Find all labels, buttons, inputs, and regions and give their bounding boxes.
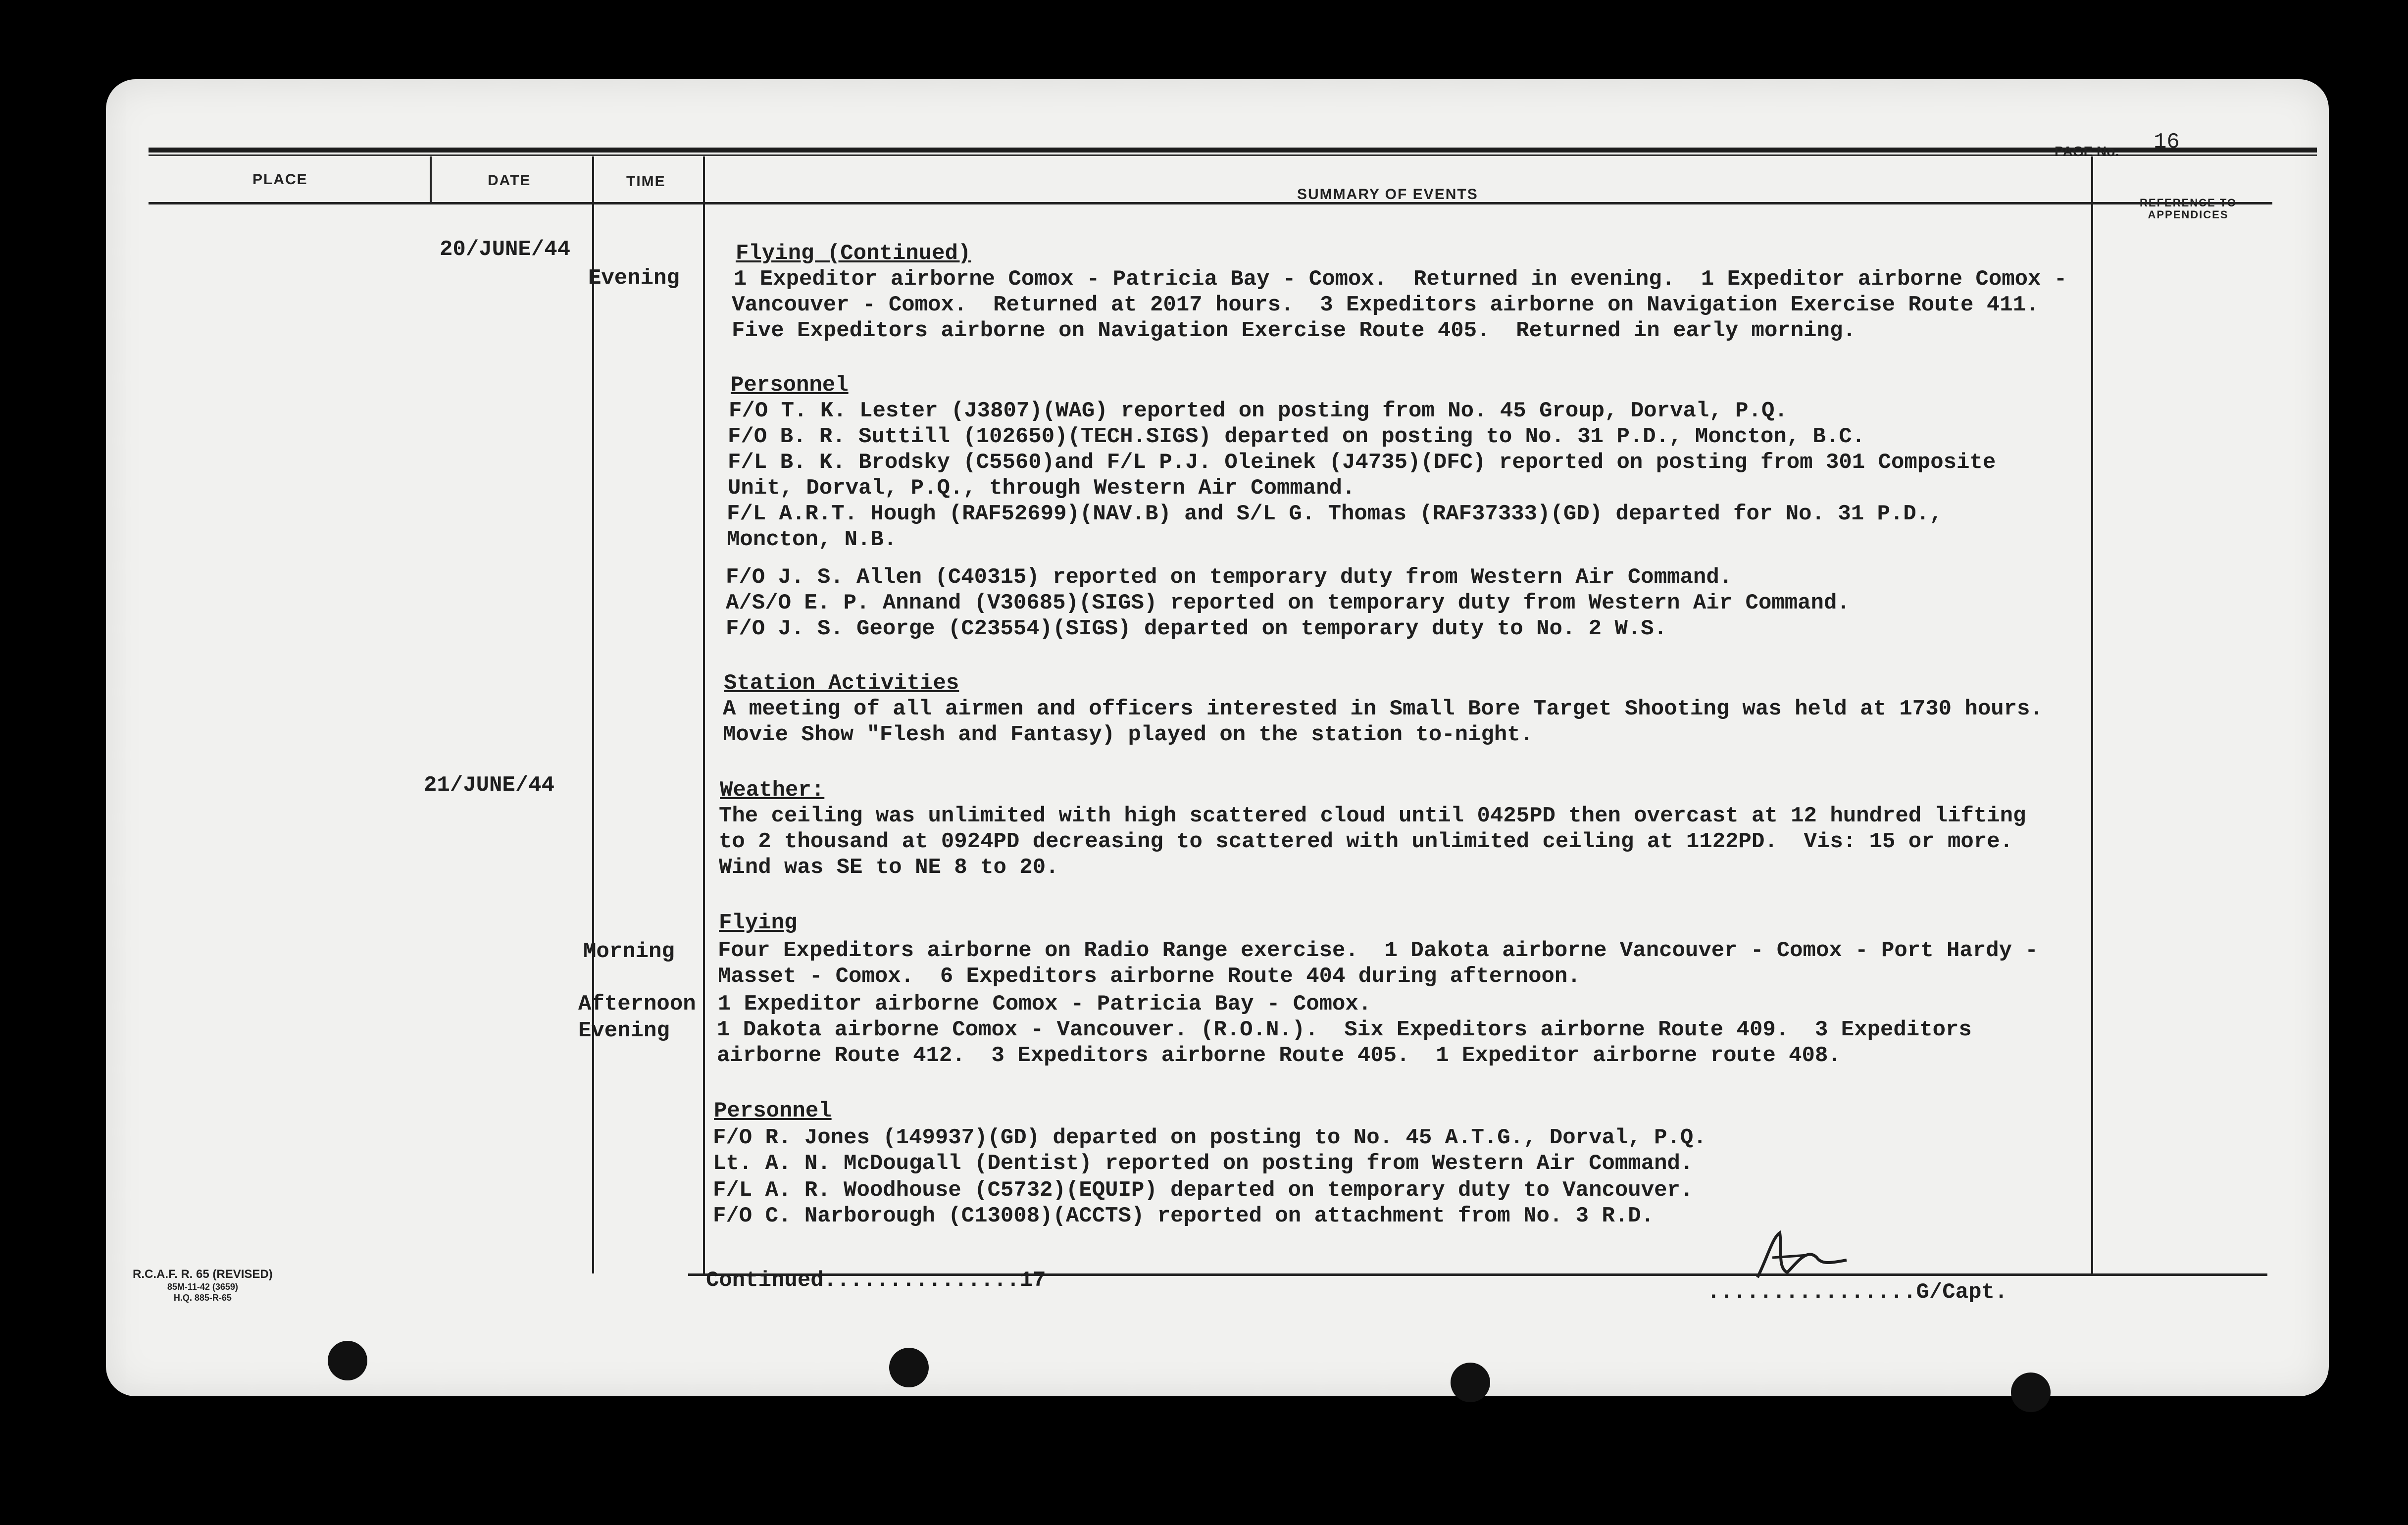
entry-line: A meeting of all airmen and officers interested in Small Bore Target Shooting was held at 1730 hours.	[723, 697, 2043, 721]
header-reference-line2: APPENDICES	[2148, 208, 2229, 221]
header-place: PLACE	[252, 171, 308, 188]
entry-line: A/S/O E. P. Annand (V30685)(SIGS) reported on temporary duty from Western Air Command.	[726, 591, 1850, 615]
entry-line: F/O C. Narborough (C13008)(ACCTS) reported on attachment from No. 3 R.D.	[713, 1204, 1655, 1228]
entry-line: to 2 thousand at 0924PD decreasing to scattered with unlimited ceiling at 1122PD. Vis: 15 or more.	[719, 829, 2013, 854]
entry-line: Unit, Dorval, P.Q., through Western Air Command.	[728, 476, 1355, 501]
header-date: DATE	[488, 172, 531, 189]
form-hq-code: H.Q. 885-R-65	[173, 1293, 232, 1303]
section-heading: Station Activities	[724, 671, 959, 696]
form-identifier	[133, 1268, 273, 1303]
section-heading: Personnel	[731, 373, 849, 398]
entry-line: airborne Route 412. 3 Expeditors airborne Route 405. 1 Expeditor airborne route 408.	[717, 1043, 1841, 1068]
entry-line: F/O T. K. Lester (J3807)(WAG) reported on posting from No. 45 Group, Dorval, P.Q.	[729, 399, 1788, 423]
entry-line: F/L B. K. Brodsky (C5560)and F/L P.J. Oleinek (J4735)(DFC) reported on posting from 301 Composite	[728, 450, 1996, 475]
form-number: R.C.A.F. R. 65 (REVISED)	[133, 1268, 273, 1281]
entry-line: F/O B. R. Suttill (102650)(TECH.SIGS) departed on posting to No. 31 P.D., Moncton, B.C.	[728, 424, 1865, 449]
entry-line: Lt. A. N. McDougall (Dentist) reported on posting from Western Air Command.	[713, 1151, 1694, 1176]
column-divider-time	[703, 156, 705, 1273]
top-rule-thin	[149, 154, 2317, 156]
entry-line: Masset - Comox. 6 Expeditors airborne Route 404 during afternoon.	[718, 964, 1581, 989]
form-print-code: 85M-11-42 (3659)	[167, 1282, 238, 1292]
header-summary: SUMMARY OF EVENTS	[1297, 186, 1478, 203]
section-heading: Flying	[719, 911, 798, 935]
entry-line: 1 Expeditor airborne Comox - Patricia Bay - Comox.	[718, 992, 1372, 1017]
column-divider-date	[592, 156, 594, 1273]
continued-note: Continued...............17	[706, 1268, 1046, 1293]
header-reference	[2114, 197, 2262, 221]
time-evening: Evening	[578, 1018, 670, 1043]
binder-hole	[2011, 1372, 2051, 1412]
page-number-label: PAGE No.	[2055, 144, 2119, 159]
header-time: TIME	[626, 173, 666, 190]
date-21-june: 21/JUNE/44	[424, 773, 555, 798]
section-heading: Personnel	[714, 1099, 832, 1123]
entry-line: F/O R. Jones (149937)(GD) departed on posting to No. 45 A.T.G., Dorval, P.Q.	[713, 1125, 1706, 1150]
top-rule	[149, 148, 2317, 152]
entry-line: Vancouver - Comox. Returned at 2017 hours. 3 Expeditors airborne on Navigation Exercise Route 411.	[732, 293, 2039, 317]
page-number-underline	[2146, 154, 2220, 155]
date-20-june: 20/JUNE/44	[440, 237, 571, 262]
entry-line: F/O J. S. Allen (C40315) reported on temporary duty from Western Air Command.	[726, 565, 1733, 590]
entry-line: 1 Dakota airborne Comox - Vancouver. (R.O.N.). Six Expeditors airborne Route 409. 3 Expeditors	[717, 1017, 1972, 1042]
signature-scribble	[1753, 1228, 1852, 1287]
binder-hole	[328, 1341, 367, 1380]
entry-line: F/L A. R. Woodhouse (C5732)(EQUIP) departed on temporary duty to Vancouver.	[713, 1178, 1694, 1203]
entry-line: Movie Show "Flesh and Fantasy) played on the station to-night.	[723, 722, 1534, 747]
entry-line: Five Expeditors airborne on Navigation Exercise Route 405. Returned in early morning.	[732, 318, 1856, 343]
section-heading: Flying (Continued)	[736, 241, 971, 266]
entry-line: Wind was SE to NE 8 to 20.	[719, 855, 1059, 880]
time-evening: Evening	[588, 266, 680, 291]
entry-line: 1 Expeditor airborne Comox - Patricia Bay - Comox. Returned in evening. 1 Expeditor airborne Comox -	[734, 267, 2067, 292]
header-rule	[149, 202, 2272, 204]
section-heading: Weather:	[720, 778, 825, 803]
signature-line: ................G/Capt.	[1707, 1280, 2008, 1305]
time-morning: Morning	[583, 939, 675, 964]
header-reference-line1: REFERENCE TO	[2140, 197, 2237, 209]
page-number: 16	[2154, 130, 2180, 154]
entry-line: Four Expeditors airborne on Radio Range exercise. 1 Dakota airborne Vancouver - Comox - Port Hardy -	[718, 938, 2038, 963]
entry-line: F/L A.R.T. Hough (RAF52699)(NAV.B) and S/L G. Thomas (RAF37333)(GD) departed for No. 31 P.D.,	[727, 502, 1943, 526]
entry-line: Moncton, N.B.	[727, 527, 897, 552]
column-divider-summary	[2091, 156, 2093, 1273]
entry-line: F/O J. S. George (C23554)(SIGS) departed on temporary duty to No. 2 W.S.	[726, 616, 1667, 641]
binder-hole	[1451, 1363, 1490, 1402]
column-divider-place	[430, 156, 432, 202]
entry-line: The ceiling was unlimited with high scattered cloud until 0425PD then overcast at 12 hundred lifting	[719, 804, 2026, 828]
time-afternoon: Afternoon	[578, 992, 696, 1017]
binder-hole	[889, 1348, 929, 1387]
